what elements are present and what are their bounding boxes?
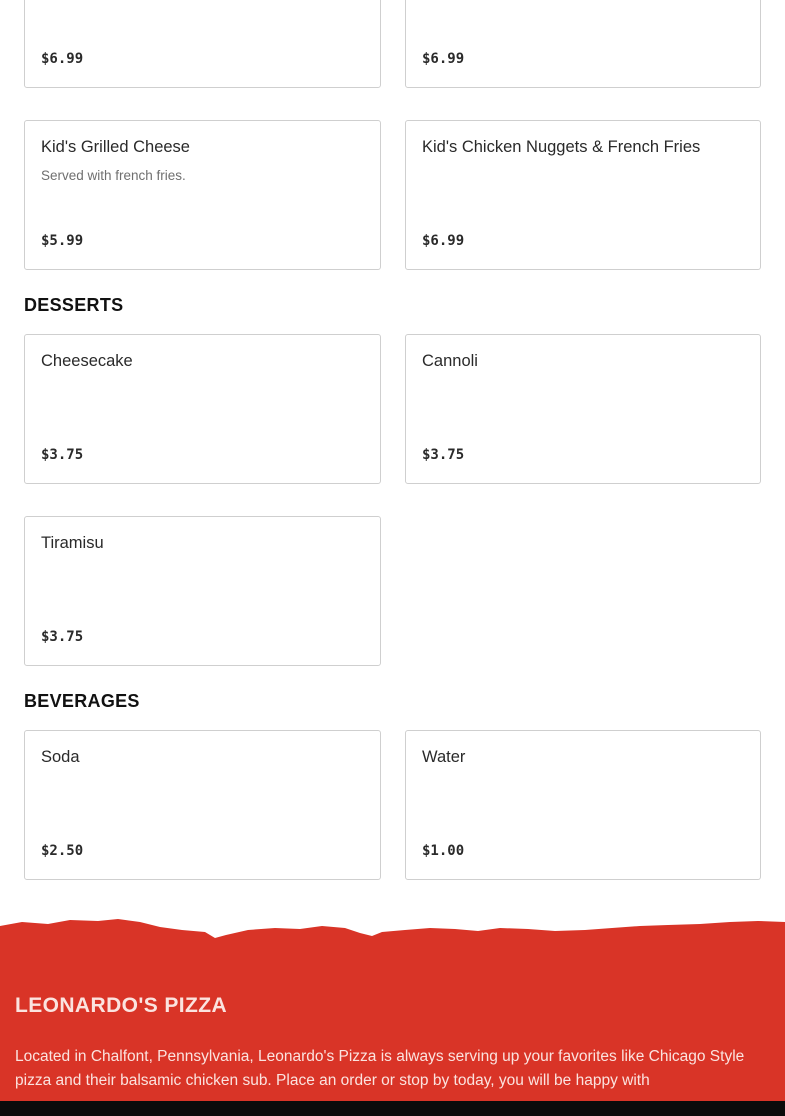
item-price: $6.99: [422, 51, 465, 67]
menu-item-cheesecake[interactable]: [24, 334, 381, 484]
item-price: $1.00: [422, 843, 465, 859]
menu-item-soda[interactable]: [24, 730, 381, 880]
menu-item-card[interactable]: [24, 0, 381, 88]
item-price: $3.75: [422, 447, 465, 463]
footer-description: Located in Chalfont, Pennsylvania, Leonardo's Pizza is always serving up your favorites like Chicago Style pizza and their balsamic chicken sub. Place an order or stop by today, you will be happy with: [15, 1048, 745, 1089]
item-name: Water: [422, 748, 466, 766]
item-name: Soda: [41, 748, 80, 766]
item-price: $5.99: [41, 233, 84, 249]
item-price: $2.50: [41, 843, 84, 859]
bottom-bar: [0, 1101, 785, 1116]
item-price: $6.99: [41, 51, 84, 67]
menu-item-cannoli[interactable]: [405, 334, 761, 484]
site-footer: [0, 918, 785, 1116]
menu-item-card[interactable]: [405, 0, 761, 88]
item-name: Cheesecake: [41, 352, 133, 370]
item-price: $6.99: [422, 233, 465, 249]
item-name: Tiramisu: [41, 534, 104, 552]
item-price: $3.75: [41, 447, 84, 463]
section-title-desserts: DESSERTS: [24, 295, 124, 315]
section-title-beverages: BEVERAGES: [24, 691, 140, 711]
menu-item-kids-chicken-nuggets[interactable]: [405, 120, 761, 270]
menu-item-water[interactable]: [405, 730, 761, 880]
menu-item-tiramisu[interactable]: [24, 516, 381, 666]
item-description: Served with french fries.: [41, 168, 186, 183]
menu-item-kids-grilled-cheese[interactable]: [24, 120, 381, 270]
item-name: Cannoli: [422, 352, 478, 370]
footer-title: LEONARDO'S PIZZA: [15, 994, 228, 1017]
item-name: Kid's Grilled Cheese: [41, 138, 190, 156]
item-name: Kid's Chicken Nuggets & French Fries: [422, 138, 701, 156]
item-price: $3.75: [41, 629, 84, 645]
